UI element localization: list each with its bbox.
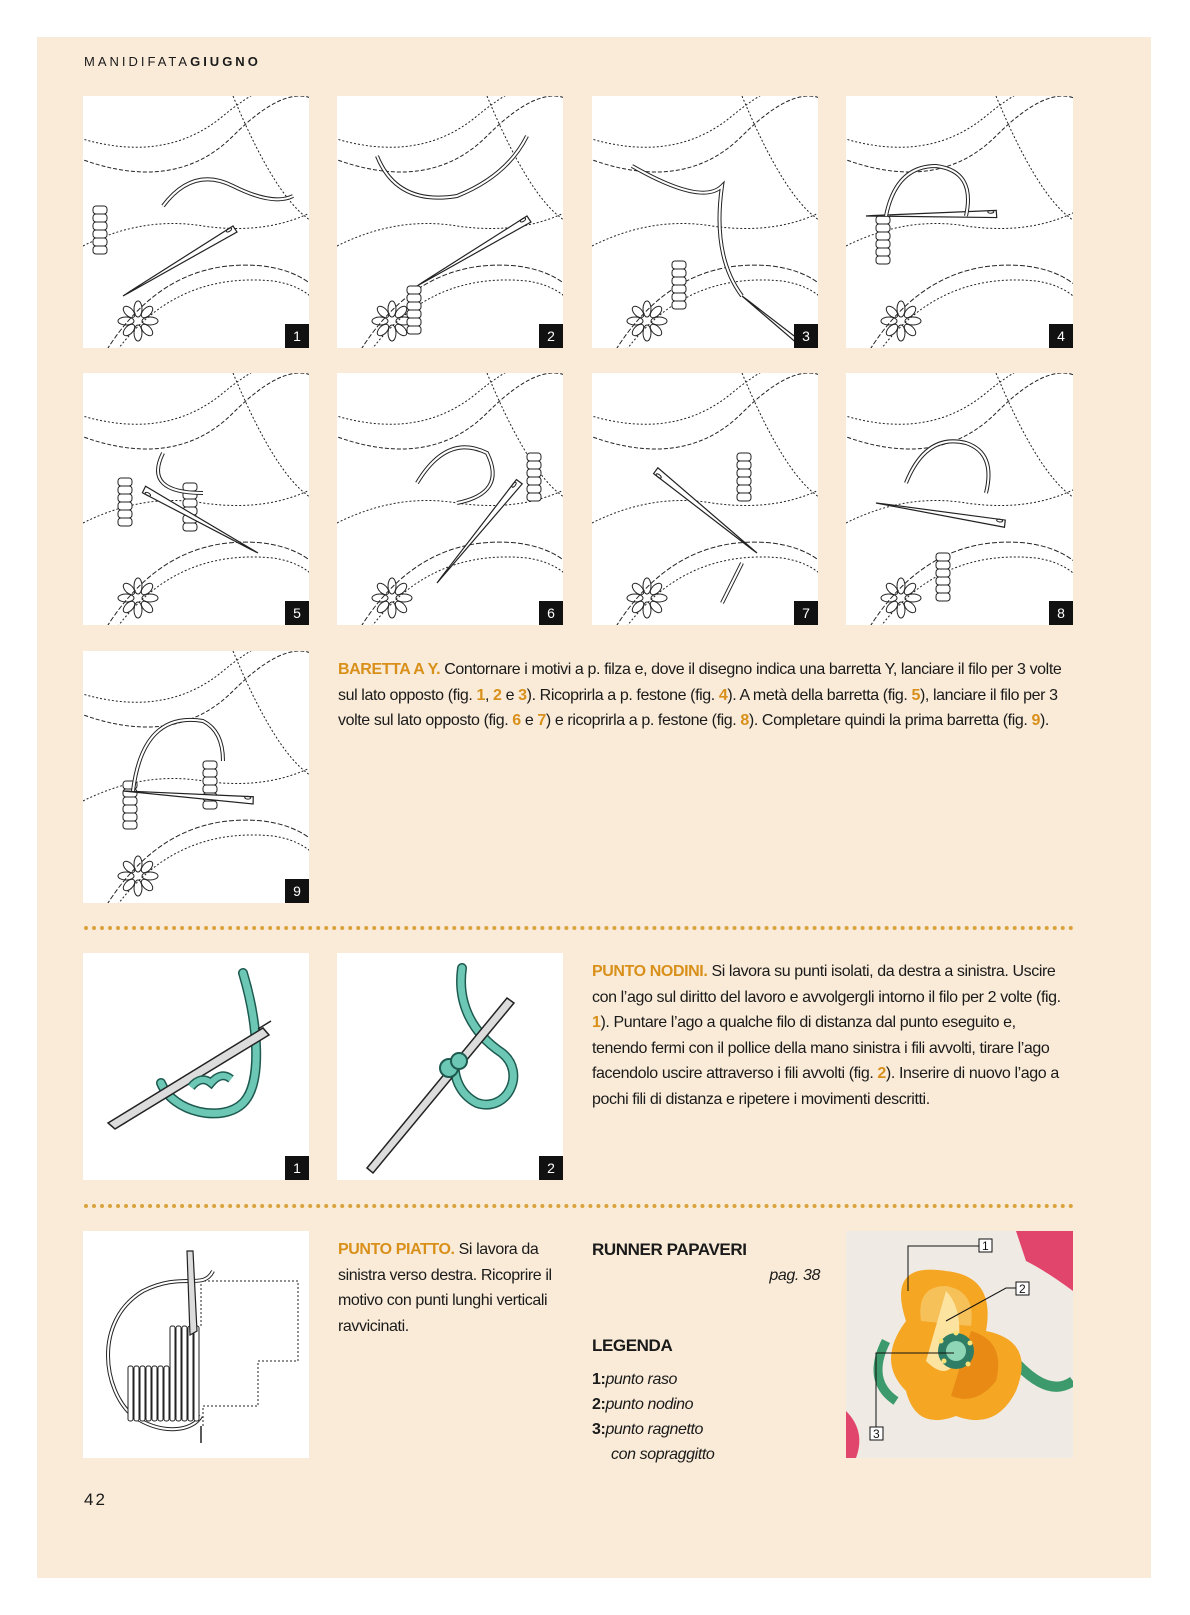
figure-number: 6 xyxy=(539,601,563,625)
nodini-title: PUNTO NODINI. xyxy=(592,963,708,980)
embroidery-illustration xyxy=(846,96,1073,348)
embroidery-illustration xyxy=(83,651,309,903)
figure-number: 9 xyxy=(285,879,309,903)
legend-item xyxy=(592,1367,820,1392)
photo-label: 3 xyxy=(873,1427,880,1441)
figure-reference: 1 xyxy=(476,686,485,704)
body-text: ). Puntare l’ago a qualche filo di distanza dal punto eseguito e, tenendo fermi con il pollice della mano sinistra i fili avvolti, tirare l’ago facendolo uscire attraverso i fili avvolti (fig. xyxy=(592,1014,1050,1082)
legend-item xyxy=(592,1417,820,1442)
poppy-photo xyxy=(846,1231,1073,1458)
body-text: ). Completare quindi la prima barretta (fig. xyxy=(748,712,1032,729)
photo-label: 2 xyxy=(1019,1282,1026,1296)
figure-reference: 4 xyxy=(718,686,728,704)
knot-stitch-illustration xyxy=(337,953,563,1180)
photo-label: 1 xyxy=(982,1239,989,1253)
baretta-figure-4 xyxy=(846,96,1073,348)
figure-number: 2 xyxy=(539,324,563,348)
embroidery-illustration xyxy=(846,373,1073,625)
body-text: ). A metà della barretta (fig. xyxy=(727,686,912,704)
figure-number: 8 xyxy=(1049,601,1073,625)
figure-number: 2 xyxy=(539,1156,563,1180)
figure-number: 7 xyxy=(794,601,818,625)
figure-reference: 9 xyxy=(1031,712,1040,729)
baretta-title: BARETTA A Y. xyxy=(338,661,441,678)
figure-reference: 2 xyxy=(877,1065,886,1082)
body-text: Contornare i motivi a p. filza e, dove il disegno indica una barretta Y, lanciare il filo per 3 volte sul lato opposto (fig. xyxy=(338,661,1062,704)
embroidery-illustration xyxy=(592,373,818,625)
body-text: ). Inserire di nuovo l’ago a pochi fili di distanza e ripetere i movimenti descritti. xyxy=(592,1065,1059,1108)
legend-number: 1: xyxy=(592,1370,606,1388)
legend-number: 3: xyxy=(592,1420,606,1438)
runner-page-ref: pag. 38 xyxy=(769,1266,820,1284)
piatto-description xyxy=(338,1237,566,1339)
body-text: , xyxy=(484,686,494,704)
figure-number: 1 xyxy=(285,1156,309,1180)
section-divider xyxy=(84,1204,1074,1208)
baretta-figure-3 xyxy=(592,96,818,348)
figure-reference: 3 xyxy=(518,686,527,704)
runner-reference xyxy=(592,1237,820,1288)
embroidery-illustration xyxy=(592,96,818,348)
knot-stitch-illustration xyxy=(83,953,309,1180)
embroidery-illustration xyxy=(83,373,309,625)
baretta-figure-9 xyxy=(83,651,309,903)
legend-item-continuation xyxy=(592,1442,820,1467)
legend-title: LEGENDA xyxy=(592,1336,673,1355)
body-text: e xyxy=(520,712,538,729)
nodini-description xyxy=(592,959,1074,1112)
figure-reference: 1 xyxy=(592,1014,601,1031)
figure-reference: 8 xyxy=(740,712,749,729)
piatto-title: PUNTO PIATTO. xyxy=(338,1241,455,1258)
figure-reference: 5 xyxy=(911,686,920,704)
legend-label: con sopraggitto xyxy=(611,1445,715,1463)
nodini-figure-2 xyxy=(337,953,563,1180)
piatto-figure xyxy=(83,1231,309,1458)
body-text: ). xyxy=(1039,712,1049,729)
body-text: ). Ricoprirla a p. festone (fig. xyxy=(526,686,719,704)
embroidery-illustration xyxy=(337,373,563,625)
legend-label: punto ragnetto xyxy=(605,1420,704,1438)
body-text: ) e ricoprirla a p. festone (fig. xyxy=(545,712,741,729)
baretta-figure-6 xyxy=(337,373,563,625)
legend-number: 2: xyxy=(592,1395,606,1413)
baretta-figure-8 xyxy=(846,373,1073,625)
section-divider xyxy=(84,926,1074,930)
nodini-figure-1 xyxy=(83,953,309,1180)
baretta-description xyxy=(338,657,1074,734)
piatto-body: Si lavora da sinistra verso destra. Ricoprire il motivo con punti lunghi verticali ravvicinati. xyxy=(338,1241,552,1335)
legend-label: punto raso xyxy=(605,1370,678,1388)
page-number: 42 xyxy=(84,1490,107,1509)
baretta-figure-2 xyxy=(337,96,563,348)
figure-reference: 2 xyxy=(493,686,502,704)
embroidery-illustration xyxy=(83,96,309,348)
legend-label: punto nodino xyxy=(605,1395,694,1413)
legend-item xyxy=(592,1392,820,1417)
embroidery-illustration xyxy=(337,96,563,348)
poppy-embroidery-image xyxy=(846,1231,1073,1458)
magazine-name: MANIDIFATA xyxy=(84,54,191,69)
baretta-figure-1 xyxy=(83,96,309,348)
figure-number: 5 xyxy=(285,601,309,625)
runner-title: RUNNER PAPAVERI xyxy=(592,1240,747,1259)
baretta-figure-7 xyxy=(592,373,818,625)
baretta-figure-5 xyxy=(83,373,309,625)
satin-stitch-illustration xyxy=(83,1231,309,1458)
body-text: ), lanciare il filo per 3 volte sul lato opposto (fig. xyxy=(338,686,1058,729)
body-text: Si lavora su punti isolati, da destra a sinistra. Uscire con l’ago sul diritto del lavoro e avvolgergli intorno il filo per 2 volte (fig. xyxy=(592,963,1061,1006)
figure-reference: 7 xyxy=(537,712,546,729)
figure-number: 4 xyxy=(1049,324,1073,348)
running-header xyxy=(84,54,261,69)
figure-reference: 6 xyxy=(512,712,521,729)
legend xyxy=(592,1333,820,1467)
figure-number: 3 xyxy=(794,324,818,348)
issue-month: GIUGNO xyxy=(190,54,261,69)
figure-number: 1 xyxy=(285,324,309,348)
body-text: e xyxy=(501,686,519,704)
